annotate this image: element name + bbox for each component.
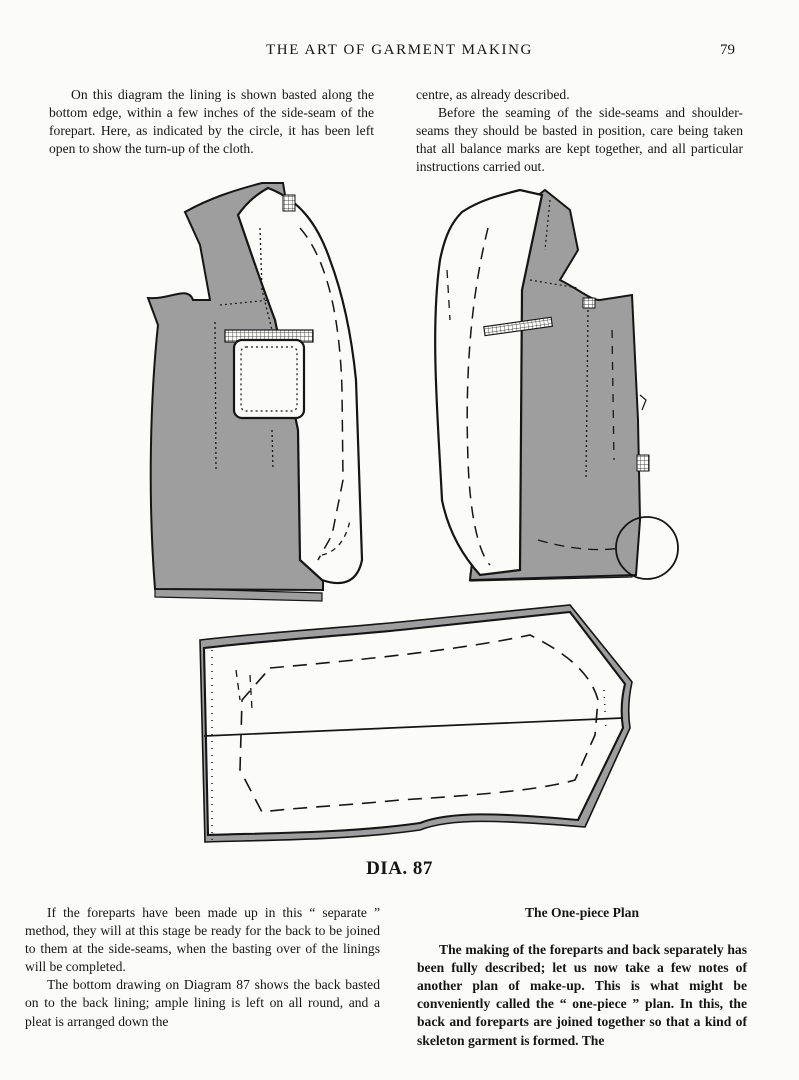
left-forepart-drawing [148, 183, 362, 601]
body-paragraph: On this diagram the lining is shown basted along the bottom edge, within a few inches of the side-seam of the forepart. Here, as indicated by the circle, it has been left open to show the turn-up of the cloth. [49, 87, 374, 157]
section-heading: The One-piece Plan [524, 905, 640, 920]
body-paragraph: The bottom drawing on Diagram 87 shows the back basted on to the back lining; ample lining is left on all round, and a pleat is arranged down the [25, 977, 380, 1029]
body-paragraph: Before the seaming of the side-seams and shoulder-seams they should be basted in position, care being taken that all balance marks are kept together, and all particular instructions carried out. [416, 105, 743, 175]
checked-patch [283, 195, 295, 211]
right-forepart-drawing [435, 190, 678, 581]
page-number: 79 [720, 42, 735, 58]
body-paragraph: centre, as already described. [416, 87, 570, 102]
lapel-notch [640, 395, 646, 410]
checked-patch [583, 298, 595, 308]
body-paragraph: If the foreparts have been made up in this “ separate ” method, they will at this stage be ready for the back to be joined to them at the side-seams, when the basting over of the linings will be completed. [25, 905, 380, 975]
back-lining [204, 612, 625, 835]
text-column-bottom-right [417, 904, 747, 1050]
checked-patch [637, 455, 649, 471]
diagram-caption: DIA. 87 [366, 858, 433, 879]
pocket-flap [234, 340, 304, 418]
body-paragraph: The making of the foreparts and back separately has been fully described; let us now take a few notes of another plan of make-up. This is what might be conveniently called the “ one-piece ” plan. In this, the back and foreparts are joined together so that a kind of skeleton garment is formed. The [417, 942, 747, 1048]
text-column-bottom-left [25, 904, 380, 1031]
running-head: THE ART OF GARMENT MAKING [266, 42, 533, 58]
back-drawing [200, 605, 632, 842]
